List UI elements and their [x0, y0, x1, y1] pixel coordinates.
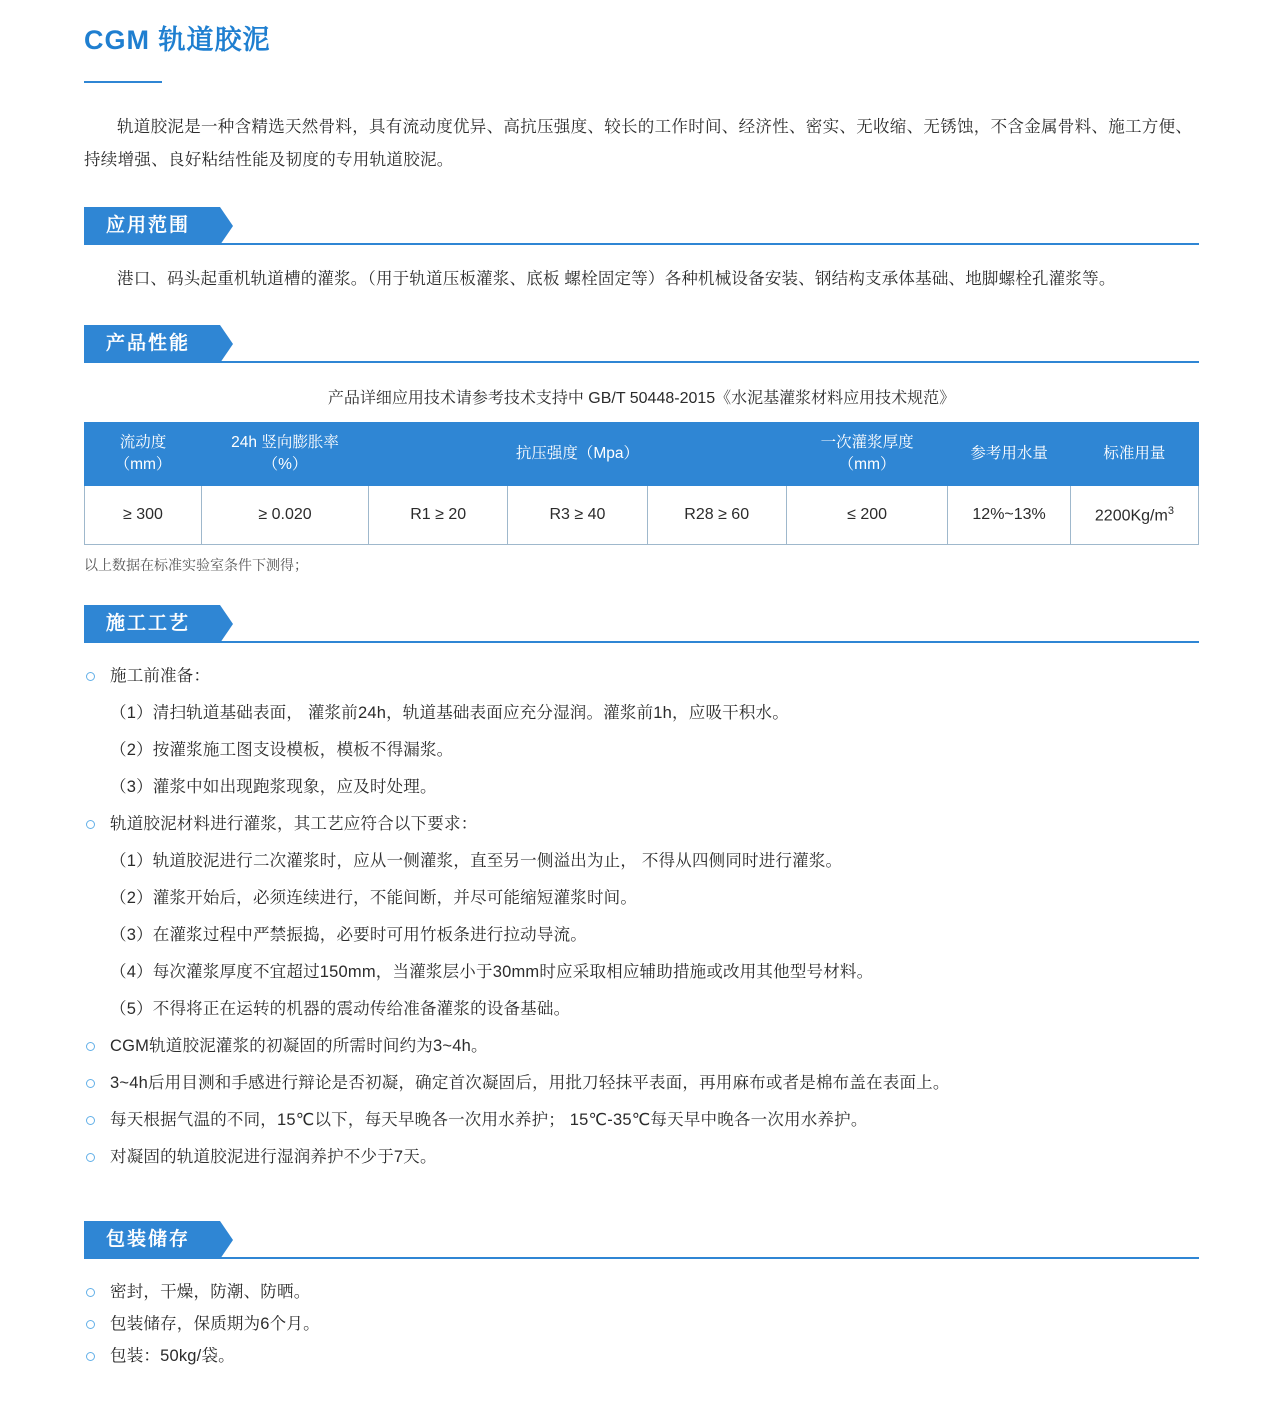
td-r28: R28 ≥ 60: [647, 486, 786, 545]
td-r3: R3 ≥ 40: [508, 486, 647, 545]
section-header-performance: [84, 325, 1199, 363]
th-compressive-strength: 抗压强度（Mpa）: [369, 423, 787, 486]
list-item: 密封，干燥，防潮、防晒。: [84, 1277, 1199, 1307]
table-header-row: [85, 423, 1199, 486]
td-water: 12%~13%: [948, 486, 1071, 545]
th-expansion: 24h 竖向膨胀率 （%）: [201, 423, 368, 486]
list-item: 3~4h后用目测和手感进行辩论是否初凝，确定首次凝固后，用批刀轻抹平表面，再用麻布或者是棉布盖在表面上。: [84, 1068, 1199, 1099]
section-title-process: 施工工艺: [84, 605, 220, 643]
performance-table: [84, 422, 1199, 545]
section-title-packaging: 包装储存: [84, 1221, 220, 1259]
list-item: 对凝固的轨道胶泥进行湿润养护不少于7天。: [84, 1142, 1199, 1173]
intro-paragraph: 轨道胶泥是一种含精选天然骨料，具有流动度优异、高抗压强度、较长的工作时间、经济性、密实、无收缩、无锈蚀，不含金属骨料、施工方便、持续增强、良好粘结性能及韧度的专用轨道胶泥。: [84, 118, 1193, 169]
list-item: （1）清扫轨道基础表面， 灌浆前24h，轨道基础表面应充分湿润。灌浆前1h，应吸干积水。: [110, 704, 789, 722]
list-item: CGM轨道胶泥灌浆的初凝固的所需时间约为3~4h。: [84, 1031, 1199, 1062]
list-item: （4）每次灌浆厚度不宜超过150mm，当灌浆层小于30mm时应采取相应辅助措施或改用其他型号材料。: [110, 963, 874, 981]
section-title-application: 应用范围: [84, 207, 220, 245]
dosage-value: 2200Kg/m: [1094, 507, 1168, 525]
section-header-application: [84, 207, 1199, 245]
section-underline: [84, 641, 1199, 643]
list-item: 轨道胶泥材料进行灌浆，其工艺应符合以下要求：: [84, 809, 1199, 840]
packaging-list: [84, 1277, 1199, 1371]
th-flow: 流动度 （mm）: [85, 423, 202, 486]
td-thickness: ≤ 200: [786, 486, 948, 545]
list-item: 每天根据气温的不同，15℃以下，每天早晚各一次用水养护； 15℃-35℃每天早中晚各一次用水养护。: [84, 1105, 1199, 1136]
process-list: [84, 661, 1199, 1173]
performance-note: 以上数据在标准实验室条件下测得；: [84, 557, 308, 573]
list-item: （2）灌浆开始后，必须连续进行，不能间断，并尽可能缩短灌浆时间。: [110, 889, 638, 907]
dosage-superscript: 3: [1167, 504, 1174, 517]
page-title: CGM 轨道胶泥: [84, 25, 271, 55]
th-water: 参考用水量: [948, 423, 1071, 486]
section-header-process: [84, 605, 1199, 643]
section-title-performance: 产品性能: [84, 325, 220, 363]
application-text: 港口、码头起重机轨道槽的灌浆。（用于轨道压板灌浆、底板 螺栓固定等）各种机械设备安装、钢结构支承体基础、地脚螺栓孔灌浆等。: [117, 270, 1116, 288]
td-expansion: ≥ 0.020: [201, 486, 368, 545]
list-item: （5）不得将正在运转的机器的震动传给准备灌浆的设备基础。: [110, 1000, 571, 1018]
th-dosage: 标准用量: [1070, 423, 1198, 486]
section-underline: [84, 361, 1199, 363]
section-header-packaging: [84, 1221, 1199, 1259]
section-underline: [84, 243, 1199, 245]
table-row: [85, 486, 1199, 545]
performance-table-caption: 产品详细应用技术请参考技术支持中 GB/T 50448-2015《水泥基灌浆材料应用技术规范》: [327, 390, 956, 407]
list-item: 包装储存，保质期为6个月。: [84, 1309, 1199, 1339]
td-dosage: [1070, 486, 1198, 545]
td-flow: ≥ 300: [85, 486, 202, 545]
title-divider: [84, 81, 162, 83]
list-item: 包装：50kg/袋。: [84, 1341, 1199, 1371]
list-item: （3）灌浆中如出现跑浆现象，应及时处理。: [110, 778, 437, 796]
td-r1: R1 ≥ 20: [369, 486, 508, 545]
list-item: 施工前准备：: [84, 661, 1199, 692]
list-item: （3）在灌浆过程中严禁振捣，必要时可用竹板条进行拉动导流。: [110, 926, 587, 944]
list-item: （2）按灌浆施工图支设模板，模板不得漏浆。: [110, 741, 454, 759]
section-underline: [84, 1257, 1199, 1259]
list-item: （1）轨道胶泥进行二次灌浆时，应从一侧灌浆，直至另一侧溢出为止， 不得从四侧同时进行灌浆。: [110, 852, 843, 870]
th-thickness: 一次灌浆厚度 （mm）: [786, 423, 948, 486]
